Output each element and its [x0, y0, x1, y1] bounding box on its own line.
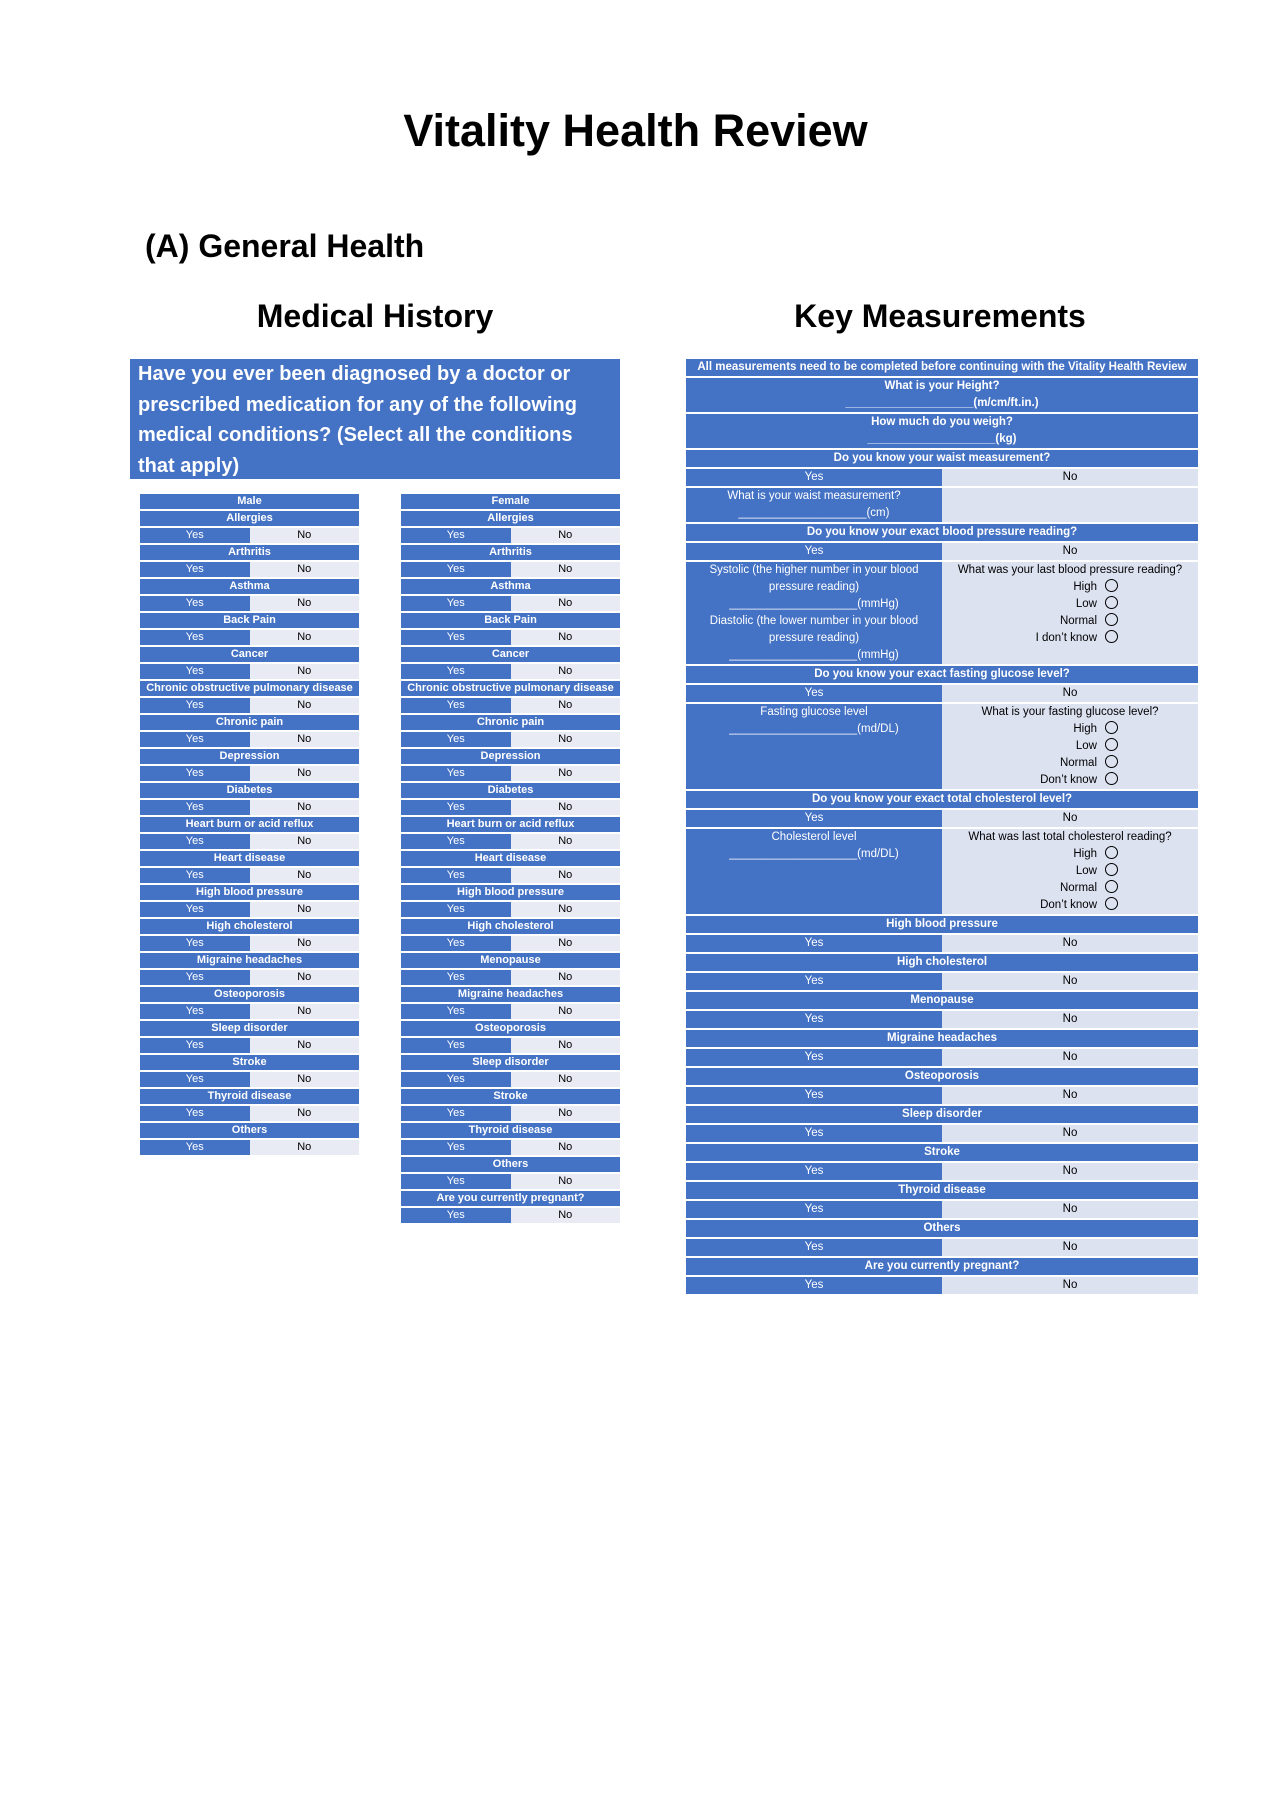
radio-label: Low — [1075, 865, 1097, 877]
radio-label: Don’t know — [1040, 774, 1097, 786]
condition-diabetes: Diabetes — [401, 783, 620, 800]
male-table-header: Male — [140, 494, 359, 511]
key-measurements-table — [686, 359, 1198, 1296]
no-option[interactable]: No — [250, 596, 360, 611]
condition-diabetes: Diabetes — [140, 783, 359, 800]
yes-option[interactable]: Yes — [140, 698, 250, 713]
no-option[interactable]: No — [942, 1125, 1198, 1142]
radio-circle-icon[interactable] — [1105, 897, 1118, 910]
yes-option[interactable]: Yes — [401, 1140, 511, 1155]
condition-high-cholesterol: High cholesterol — [401, 919, 620, 936]
yes-no-row — [401, 630, 620, 647]
no-option[interactable]: No — [250, 630, 360, 645]
yes-no-row — [140, 664, 359, 681]
yes-option[interactable]: Yes — [140, 732, 250, 747]
radio-circle-icon[interactable] — [1105, 721, 1118, 734]
glucose-row — [686, 704, 1198, 791]
yes-option[interactable]: Yes — [140, 1106, 250, 1121]
yes-option[interactable]: Yes — [401, 970, 511, 985]
radio-label: I don’t know — [1035, 632, 1097, 644]
bp-last-question: What was your last blood pressure reading? — [957, 564, 1183, 576]
condition-asthma: Asthma — [140, 579, 359, 596]
radio-label: Low — [1075, 598, 1097, 610]
condition-osteoporosis: Osteoporosis — [686, 1068, 1198, 1087]
condition-thyroid-disease: Thyroid disease — [140, 1089, 359, 1106]
medical-conditions-question: Have you ever been diagnosed by a doctor or prescribed medication for any of the following medical conditions? (Select all the conditions that apply) — [130, 359, 620, 479]
yes-option[interactable]: Yes — [140, 902, 250, 917]
waist-know-question: Do you know your waist measurement? — [686, 450, 1198, 469]
condition-menopause: Menopause — [686, 992, 1198, 1011]
radio-label: Low — [1075, 740, 1097, 752]
blood-pressure-row — [686, 562, 1198, 666]
yes-no-row — [140, 970, 359, 987]
yes-no-row — [686, 543, 1198, 562]
yes-no-row — [140, 868, 359, 885]
radio-circle-icon[interactable] — [1105, 579, 1118, 592]
weight-question — [686, 414, 1198, 450]
yes-no-row — [401, 1072, 620, 1089]
yes-option[interactable]: Yes — [140, 970, 250, 985]
yes-no-row — [686, 810, 1198, 829]
yes-option[interactable]: Yes — [140, 1038, 250, 1053]
waist-row — [686, 488, 1198, 524]
yes-option[interactable]: Yes — [401, 528, 511, 543]
yes-option[interactable]: Yes — [686, 469, 942, 486]
yes-option[interactable]: Yes — [401, 1038, 511, 1053]
radio-label: High — [1073, 848, 1097, 860]
yes-option[interactable]: Yes — [401, 664, 511, 679]
medical-history-heading: Medical History — [256, 298, 494, 334]
height-question — [686, 378, 1198, 414]
condition-sleep-disorder: Sleep disorder — [401, 1055, 620, 1072]
yes-option[interactable]: Yes — [686, 543, 942, 560]
glucose-know-question: Do you know your exact fasting glucose level? — [686, 666, 1198, 685]
yes-no-row — [686, 685, 1198, 704]
condition-osteoporosis: Osteoporosis — [140, 987, 359, 1004]
yes-no-row — [401, 1140, 620, 1157]
no-option[interactable]: No — [511, 1004, 621, 1019]
condition-high-blood-pressure: High blood pressure — [686, 916, 1198, 935]
yes-option[interactable]: Yes — [686, 1087, 942, 1104]
cholesterol-row — [686, 829, 1198, 916]
yes-no-row — [401, 562, 620, 579]
page-title: Vitality Health Review — [403, 105, 868, 156]
yes-option[interactable]: Yes — [401, 834, 511, 849]
radio-label: Normal — [1059, 757, 1097, 769]
no-option[interactable]: No — [942, 1163, 1198, 1180]
no-option[interactable]: No — [942, 1277, 1198, 1294]
condition-depression: Depression — [140, 749, 359, 766]
yes-option[interactable]: Yes — [140, 664, 250, 679]
yes-option[interactable]: Yes — [140, 528, 250, 543]
no-option[interactable]: No — [250, 698, 360, 713]
no-option[interactable]: No — [511, 1072, 621, 1087]
no-option[interactable]: No — [250, 1038, 360, 1053]
no-option[interactable]: No — [942, 1011, 1198, 1028]
no-option[interactable]: No — [250, 868, 360, 883]
yes-no-row — [686, 1277, 1198, 1296]
condition-chronic-pain: Chronic pain — [140, 715, 359, 732]
bp-know-question: Do you know your exact blood pressure reading? — [686, 524, 1198, 543]
no-option[interactable]: No — [942, 973, 1198, 990]
condition-migraine-headaches: Migraine headaches — [686, 1030, 1198, 1049]
yes-option[interactable]: Yes — [140, 800, 250, 815]
condition-depression: Depression — [401, 749, 620, 766]
no-option[interactable]: No — [511, 1140, 621, 1155]
radio-option[interactable] — [948, 613, 1192, 630]
height-label: What is your Height? — [884, 380, 1000, 392]
no-option[interactable]: No — [250, 1072, 360, 1087]
yes-option[interactable]: Yes — [401, 1208, 511, 1223]
yes-option[interactable]: Yes — [140, 562, 250, 577]
condition-others: Others — [686, 1220, 1198, 1239]
condition-back-pain: Back Pain — [140, 613, 359, 630]
radio-option[interactable] — [948, 880, 1192, 897]
yes-no-row — [140, 800, 359, 817]
condition-sleep-disorder: Sleep disorder — [140, 1021, 359, 1038]
condition-stroke: Stroke — [401, 1089, 620, 1106]
cholesterol-input[interactable]: ____________________(md/DL) — [729, 848, 899, 860]
radio-circle-icon[interactable] — [1105, 738, 1118, 751]
yes-no-row — [401, 1106, 620, 1123]
yes-no-row — [401, 1038, 620, 1055]
condition-high-blood-pressure: High blood pressure — [140, 885, 359, 902]
no-option[interactable]: No — [511, 630, 621, 645]
yes-no-row — [686, 1011, 1198, 1030]
condition-menopause: Menopause — [401, 953, 620, 970]
yes-no-row — [686, 935, 1198, 954]
yes-no-row — [140, 698, 359, 715]
yes-option[interactable]: Yes — [686, 1049, 942, 1066]
condition-chronic-pain: Chronic pain — [401, 715, 620, 732]
radio-circle-icon[interactable] — [1105, 613, 1118, 626]
yes-option[interactable]: Yes — [140, 1004, 250, 1019]
yes-no-row — [686, 1239, 1198, 1258]
radio-option[interactable] — [948, 772, 1192, 789]
yes-no-row — [140, 528, 359, 545]
yes-no-row — [401, 936, 620, 953]
no-option[interactable]: No — [511, 562, 621, 577]
male-conditions-table — [140, 494, 359, 1157]
yes-option[interactable]: Yes — [140, 1072, 250, 1087]
yes-no-row — [686, 1201, 1198, 1220]
condition-allergies: Allergies — [140, 511, 359, 528]
yes-option[interactable]: Yes — [686, 810, 942, 827]
no-option[interactable]: No — [250, 562, 360, 577]
no-option[interactable]: No — [250, 936, 360, 951]
yes-no-row — [401, 1208, 620, 1225]
no-option[interactable]: No — [250, 834, 360, 849]
condition-cancer: Cancer — [140, 647, 359, 664]
no-option[interactable]: No — [942, 543, 1198, 560]
yes-no-row — [401, 1174, 620, 1191]
radio-option[interactable] — [948, 863, 1192, 880]
no-option[interactable]: No — [511, 834, 621, 849]
condition-others: Others — [140, 1123, 359, 1140]
no-option[interactable]: No — [942, 1049, 1198, 1066]
radio-option[interactable] — [948, 846, 1192, 863]
weight-label: How much do you weigh? — [871, 416, 1013, 428]
yes-no-row — [140, 834, 359, 851]
yes-no-row — [140, 1106, 359, 1123]
yes-option[interactable]: Yes — [401, 562, 511, 577]
no-option[interactable]: No — [511, 664, 621, 679]
yes-option[interactable]: Yes — [401, 630, 511, 645]
yes-no-row — [140, 630, 359, 647]
yes-option[interactable]: Yes — [401, 766, 511, 781]
radio-circle-icon[interactable] — [1105, 846, 1118, 859]
yes-no-row — [686, 1087, 1198, 1106]
yes-option[interactable]: Yes — [401, 1004, 511, 1019]
no-option[interactable]: No — [250, 732, 360, 747]
yes-no-row — [140, 936, 359, 953]
radio-circle-icon[interactable] — [1105, 863, 1118, 876]
condition-high-cholesterol: High cholesterol — [140, 919, 359, 936]
yes-option[interactable]: Yes — [140, 630, 250, 645]
diastolic-label: Diastolic (the lower number in your blood pressure reading) — [709, 615, 919, 644]
condition-are-you-currently-pregnant: Are you currently pregnant? — [686, 1258, 1198, 1277]
yes-no-row — [140, 1038, 359, 1055]
radio-circle-icon[interactable] — [1105, 755, 1118, 768]
weight-input[interactable]: ____________________(kg) — [867, 433, 1017, 445]
condition-back-pain: Back Pain — [401, 613, 620, 630]
cholesterol-know-question: Do you know your exact total cholesterol level? — [686, 791, 1198, 810]
condition-are-you-currently-pregnant: Are you currently pregnant? — [401, 1191, 620, 1208]
no-option[interactable]: No — [250, 1140, 360, 1155]
no-option[interactable]: No — [511, 868, 621, 883]
yes-option[interactable]: Yes — [401, 936, 511, 951]
condition-thyroid-disease: Thyroid disease — [401, 1123, 620, 1140]
systolic-input[interactable]: ____________________(mmHg) — [729, 598, 899, 610]
yes-no-row — [686, 469, 1198, 488]
yes-option[interactable]: Yes — [140, 1140, 250, 1155]
radio-circle-icon[interactable] — [1105, 772, 1118, 785]
yes-no-row — [401, 970, 620, 987]
no-option[interactable]: No — [250, 902, 360, 917]
condition-heart-disease: Heart disease — [401, 851, 620, 868]
yes-option[interactable]: Yes — [686, 935, 942, 952]
condition-stroke: Stroke — [686, 1144, 1198, 1163]
no-option[interactable]: No — [511, 596, 621, 611]
radio-label: Normal — [1059, 615, 1097, 627]
no-option[interactable]: No — [511, 1038, 621, 1053]
yes-no-row — [140, 1140, 359, 1157]
yes-no-row — [140, 766, 359, 783]
no-option[interactable]: No — [942, 469, 1198, 486]
yes-option[interactable]: Yes — [686, 1163, 942, 1180]
yes-option[interactable]: Yes — [401, 732, 511, 747]
yes-option[interactable]: Yes — [401, 1174, 511, 1189]
no-option[interactable]: No — [250, 528, 360, 543]
no-option[interactable]: No — [511, 766, 621, 781]
yes-no-row — [686, 973, 1198, 992]
yes-no-row — [401, 664, 620, 681]
yes-no-row — [401, 1004, 620, 1021]
systolic-label: Systolic (the higher number in your blood pressure reading) — [709, 564, 919, 593]
yes-no-row — [140, 732, 359, 749]
no-option[interactable]: No — [511, 1106, 621, 1121]
condition-thyroid-disease: Thyroid disease — [686, 1182, 1198, 1201]
radio-circle-icon[interactable] — [1105, 880, 1118, 893]
yes-option[interactable]: Yes — [401, 800, 511, 815]
radio-option[interactable] — [948, 755, 1192, 772]
no-option[interactable]: No — [511, 902, 621, 917]
condition-migraine-headaches: Migraine headaches — [401, 987, 620, 1004]
radio-option[interactable] — [948, 596, 1192, 613]
no-option[interactable]: No — [250, 664, 360, 679]
radio-option[interactable] — [948, 897, 1192, 914]
radio-option[interactable] — [948, 630, 1192, 647]
female-conditions-table — [401, 494, 620, 1225]
yes-no-row — [401, 834, 620, 851]
yes-no-row — [401, 800, 620, 817]
female-table-header: Female — [401, 494, 620, 511]
yes-no-row — [140, 562, 359, 579]
yes-option[interactable]: Yes — [686, 973, 942, 990]
glucose-input[interactable]: ____________________(md/DL) — [729, 723, 899, 735]
condition-high-blood-pressure: High blood pressure — [401, 885, 620, 902]
yes-option[interactable]: Yes — [401, 902, 511, 917]
condition-asthma: Asthma — [401, 579, 620, 596]
condition-stroke: Stroke — [140, 1055, 359, 1072]
yes-option[interactable]: Yes — [401, 868, 511, 883]
no-option[interactable]: No — [511, 970, 621, 985]
yes-no-row — [686, 1163, 1198, 1182]
yes-option[interactable]: Yes — [686, 1277, 942, 1294]
yes-option[interactable]: Yes — [140, 766, 250, 781]
yes-option[interactable]: Yes — [686, 1011, 942, 1028]
no-option[interactable]: No — [942, 1201, 1198, 1218]
yes-no-row — [140, 596, 359, 613]
condition-heart-disease: Heart disease — [140, 851, 359, 868]
condition-high-cholesterol: High cholesterol — [686, 954, 1198, 973]
glucose-label: Fasting glucose level — [760, 706, 868, 718]
waist-input[interactable]: ____________________(cm) — [738, 507, 890, 519]
condition-sleep-disorder: Sleep disorder — [686, 1106, 1198, 1125]
measurements-notice: All measurements need to be completed before continuing with the Vitality Health Review — [686, 359, 1198, 378]
section-title: (A) General Health — [145, 228, 425, 264]
yes-no-row — [401, 698, 620, 715]
waist-label: What is your waist measurement? — [727, 490, 901, 502]
condition-arthritis: Arthritis — [401, 545, 620, 562]
no-option[interactable]: No — [250, 970, 360, 985]
yes-no-row — [401, 596, 620, 613]
no-option[interactable]: No — [511, 800, 621, 815]
no-option[interactable]: No — [942, 1239, 1198, 1256]
yes-no-row — [401, 902, 620, 919]
yes-option[interactable]: Yes — [401, 1072, 511, 1087]
condition-chronic-obstructive-pulmonary-disease: Chronic obstructive pulmonary disease — [140, 681, 359, 698]
diastolic-input[interactable]: ____________________(mmHg) — [729, 649, 899, 661]
no-option[interactable]: No — [942, 685, 1198, 702]
condition-heart-burn-or-acid-reflux: Heart burn or acid reflux — [401, 817, 620, 834]
radio-label: Normal — [1059, 882, 1097, 894]
yes-option[interactable]: Yes — [401, 698, 511, 713]
yes-option[interactable]: Yes — [686, 1239, 942, 1256]
yes-no-row — [140, 902, 359, 919]
yes-no-row — [140, 1004, 359, 1021]
no-option[interactable]: No — [942, 935, 1198, 952]
yes-no-row — [401, 528, 620, 545]
radio-option[interactable] — [948, 721, 1192, 738]
no-option[interactable]: No — [511, 1174, 621, 1189]
glucose-question: What is your fasting glucose level? — [981, 706, 1159, 718]
no-option[interactable]: No — [942, 1087, 1198, 1104]
yes-option[interactable]: Yes — [140, 868, 250, 883]
condition-chronic-obstructive-pulmonary-disease: Chronic obstructive pulmonary disease — [401, 681, 620, 698]
yes-option[interactable]: Yes — [140, 936, 250, 951]
height-input[interactable]: ____________________(m/cm/ft.in.) — [845, 397, 1039, 409]
condition-arthritis: Arthritis — [140, 545, 359, 562]
no-option[interactable]: No — [942, 810, 1198, 827]
yes-no-row — [401, 766, 620, 783]
no-option[interactable]: No — [250, 1004, 360, 1019]
no-option[interactable]: No — [511, 1208, 621, 1223]
condition-heart-burn-or-acid-reflux: Heart burn or acid reflux — [140, 817, 359, 834]
no-option[interactable]: No — [511, 698, 621, 713]
yes-option[interactable]: Yes — [686, 1125, 942, 1142]
yes-option[interactable]: Yes — [140, 596, 250, 611]
yes-no-row — [401, 868, 620, 885]
no-option[interactable]: No — [250, 800, 360, 815]
radio-circle-icon[interactable] — [1105, 630, 1118, 643]
yes-option[interactable]: Yes — [401, 596, 511, 611]
yes-no-row — [140, 1072, 359, 1089]
condition-osteoporosis: Osteoporosis — [401, 1021, 620, 1038]
no-option[interactable]: No — [250, 1106, 360, 1121]
no-option[interactable]: No — [511, 732, 621, 747]
yes-no-row — [686, 1125, 1198, 1144]
yes-option[interactable]: Yes — [686, 685, 942, 702]
yes-option[interactable]: Yes — [686, 1201, 942, 1218]
radio-option[interactable] — [948, 579, 1192, 596]
no-option[interactable]: No — [250, 766, 360, 781]
condition-cancer: Cancer — [401, 647, 620, 664]
key-measurements-heading: Key Measurements — [794, 298, 1086, 334]
cholesterol-question: What was last total cholesterol reading? — [968, 831, 1172, 843]
radio-option[interactable] — [948, 738, 1192, 755]
radio-label: Don’t know — [1040, 899, 1097, 911]
condition-allergies: Allergies — [401, 511, 620, 528]
yes-option[interactable]: Yes — [401, 1106, 511, 1121]
no-option[interactable]: No — [511, 936, 621, 951]
yes-option[interactable]: Yes — [140, 834, 250, 849]
condition-migraine-headaches: Migraine headaches — [140, 953, 359, 970]
radio-label: High — [1073, 723, 1097, 735]
radio-circle-icon[interactable] — [1105, 596, 1118, 609]
cholesterol-label: Cholesterol level — [771, 831, 857, 843]
no-option[interactable]: No — [511, 528, 621, 543]
yes-no-row — [401, 732, 620, 749]
yes-no-row — [686, 1049, 1198, 1068]
condition-others: Others — [401, 1157, 620, 1174]
radio-label: High — [1073, 581, 1097, 593]
